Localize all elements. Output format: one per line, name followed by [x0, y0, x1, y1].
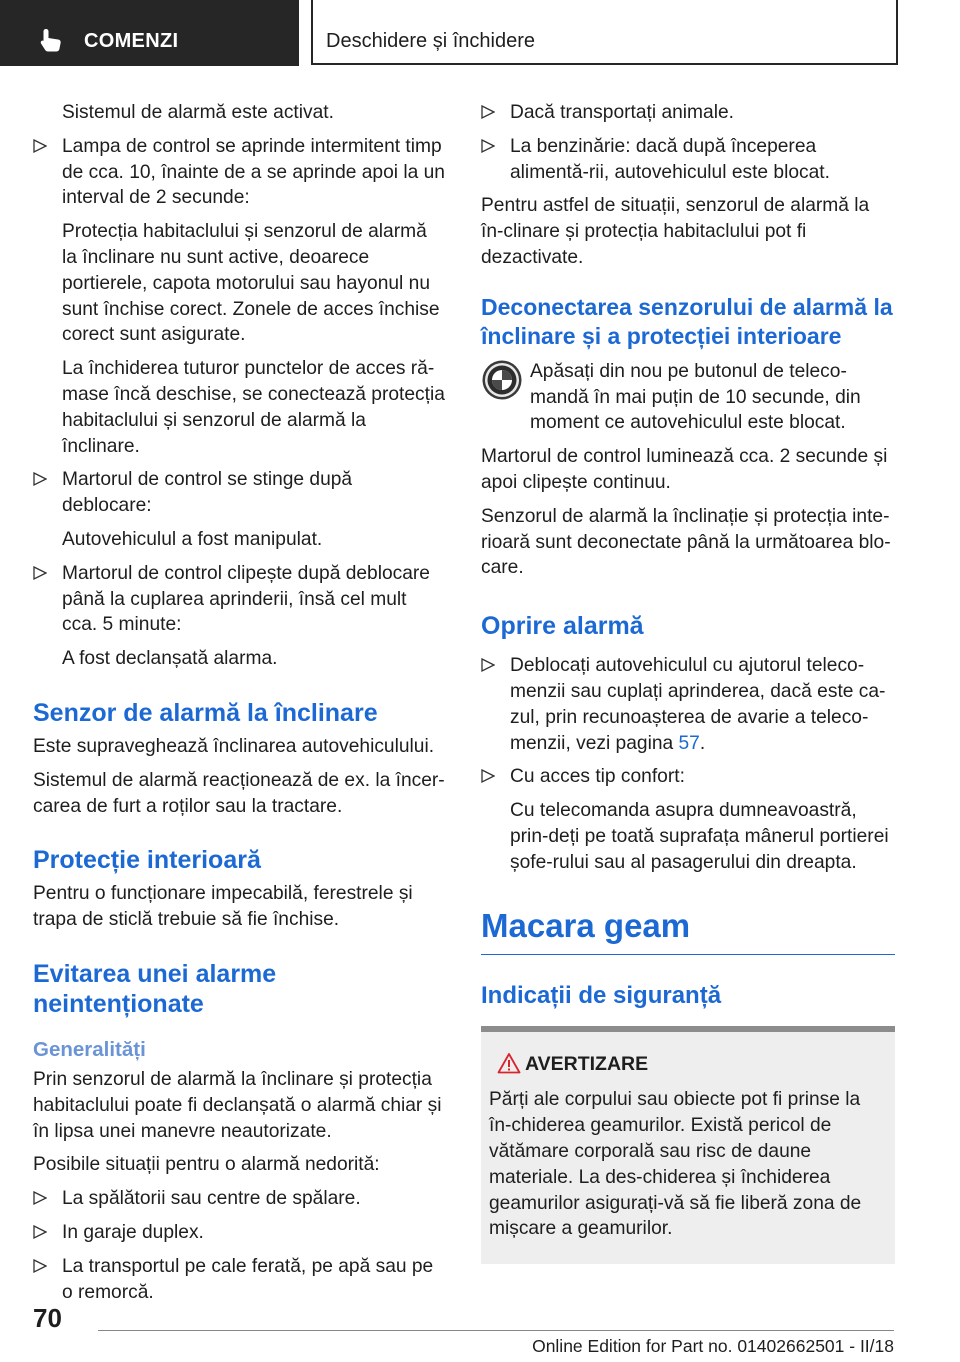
list-item — [481, 100, 895, 126]
paragraph: Autovehiculul a fost manipulat. — [62, 528, 323, 550]
heading-window-lift: Macara geam — [481, 906, 895, 955]
heading-avoid-alarm: Evitarea unei alarme neintenționate — [33, 959, 277, 1018]
heading-general: Generalități — [33, 1037, 146, 1061]
paragraph: Martorul de control luminează cca. 2 secunde și apoi clipește continuu. — [481, 446, 888, 493]
paragraph: Este supraveghează înclinarea autovehiculului. — [33, 735, 435, 757]
triangle-bullet-icon — [481, 657, 495, 673]
bullet-text: In garaje duplex. — [62, 1221, 204, 1243]
triangle-bullet-icon — [481, 768, 495, 784]
bullet-text: Martorul de control clipește după deblocare până la cuplarea aprinderii, însă cel mult cca. 5 minute: — [62, 562, 430, 636]
bullet-text: La benzinărie: dacă după începerea alimentă-rii, autovehiculul este blocat. — [510, 135, 830, 183]
paragraph: Protecția habitaclului și senzorul de alarmă la înclinare nu sunt active, deoarece portierele, capota motorului sau hayonul nu sunt închise corect. Zonele de acces închise corect sunt asigurate. — [62, 221, 440, 346]
list-item — [33, 1220, 445, 1246]
triangle-bullet-icon — [33, 471, 47, 487]
triangle-bullet-icon — [33, 1258, 47, 1274]
chapter-tab — [311, 0, 898, 65]
warning-title-text: AVERTIZARE — [525, 1052, 649, 1075]
list-item — [33, 1186, 445, 1212]
left-column — [33, 100, 445, 1313]
paragraph: A fost declanșată alarma. — [62, 648, 278, 670]
list-item — [481, 653, 895, 756]
triangle-bullet-icon — [33, 138, 47, 154]
right-column — [481, 100, 895, 1264]
chapter-tab-label: Deschidere și închidere — [326, 30, 535, 52]
bullet-text: Deblocați autovehiculul cu ajutorul teleco-menzii sau cuplați aprinderea, dacă este ca-zul, prin recunoașterea de avarie a teleco-menzii, vezi pagina — [510, 655, 886, 754]
list-item — [33, 561, 445, 638]
list-item — [33, 134, 445, 211]
page-number: 70 — [33, 1303, 62, 1333]
section-tab — [0, 0, 299, 66]
footer-divider — [98, 1330, 894, 1331]
list-item — [33, 1254, 445, 1306]
heading-tilt-sensor: Senzor de alarmă la înclinare — [33, 698, 378, 727]
hand-pointer-icon — [38, 27, 64, 53]
paragraph: Pentru o funcționare impecabilă, ferestrele și trapa de sticlă trebuie să fie închise. — [33, 883, 413, 931]
page-header — [0, 0, 960, 66]
list-item — [481, 134, 895, 186]
triangle-bullet-icon — [33, 565, 47, 581]
bullet-text: Dacă transportați animale. — [510, 102, 734, 123]
warning-title — [489, 1052, 883, 1078]
paragraph: Prin senzorul de alarmă la înclinare și protecția habitaclului poate fi declanșată o alarmă chiar și în lipsa unei manevre neautorizate. — [33, 1068, 442, 1142]
triangle-bullet-icon — [33, 1190, 47, 1206]
heading-interior-protection: Protecție interioară — [33, 846, 261, 875]
bmw-key-icon — [481, 359, 523, 401]
paragraph: Pentru astfel de situații, senzorul de alarmă la în-clinare și protecția habitaclului pot fi dezactivate. — [481, 195, 870, 268]
edition-info: Online Edition for Part no. 01402662501 - II/18 — [532, 1336, 894, 1356]
triangle-bullet-icon — [481, 138, 495, 154]
paragraph: La închiderea tuturor punctelor de acces ră-mase încă deschise, se conectează protecția habitaclului și senzorul de alarmă la înclinare. — [62, 358, 445, 457]
paragraph: Sistemul de alarmă reacționează de ex. la încer-carea de furt a roților sau la tractare. — [33, 769, 445, 817]
paragraph — [481, 359, 895, 436]
warning-triangle-icon — [497, 1052, 521, 1074]
bullet-text: Cu acces tip confort: — [510, 766, 685, 788]
bullet-text: La transportul pe cale ferată, pe apă sau pe o remorcă. — [62, 1255, 434, 1303]
intro-text: Sistemul de alarmă este activat. — [62, 102, 334, 123]
paragraph: Cu telecomanda asupra dumneavoastră, prin-deți pe toată suprafața mânerul portierei șofe-rului sau al pasagerului din dreapta. — [510, 800, 889, 873]
list-item — [481, 764, 895, 790]
heading-safety: Indicații de siguranță — [481, 981, 722, 1009]
paragraph: Posibile situații pentru o alarmă nedorită: — [33, 1154, 380, 1176]
remote-instruction — [481, 359, 895, 436]
paragraph-text: Apăsați din nou pe butonul de teleco-mandă în mai puțin de 10 secunde, din moment ce autovehiculul este blocat. — [530, 360, 861, 434]
warning-box — [481, 1026, 895, 1265]
triangle-bullet-icon — [33, 1224, 47, 1240]
heading-disconnect: Deconectarea senzorului de alarmă la înclinare și a protecției interioare — [481, 293, 893, 349]
paragraph: Senzorul de alarmă la înclinație și protecția inte-rioară sunt deconectate până la următoarea blo-care. — [481, 505, 891, 579]
page-link[interactable]: 57 — [678, 732, 700, 754]
bullet-text: La spălătorii sau centre de spălare. — [62, 1188, 361, 1210]
section-tab-label: COMENZI — [84, 30, 179, 52]
bullet-text-end: . — [699, 732, 706, 754]
triangle-bullet-icon — [481, 104, 495, 120]
heading-stop-alarm: Oprire alarmă — [481, 612, 644, 641]
bullet-text: Lampa de control se aprinde intermitent timp de cca. 10, înainte de a se aprinde apoi la un interval de 2 secunde: — [62, 135, 445, 209]
bullet-text: Martorul de control se stinge după deblocare: — [62, 469, 353, 517]
warning-text: Părți ale corpului sau obiecte pot fi prinse la în-chiderea geamurilor. Există pericol de vătămare corporală sau risc de daune materiale. La des-chiderea și închiderea geamurilor asigurați-vă să fie liberă zona de mișcare a geamurilor. — [489, 1089, 862, 1240]
list-item — [33, 467, 445, 519]
